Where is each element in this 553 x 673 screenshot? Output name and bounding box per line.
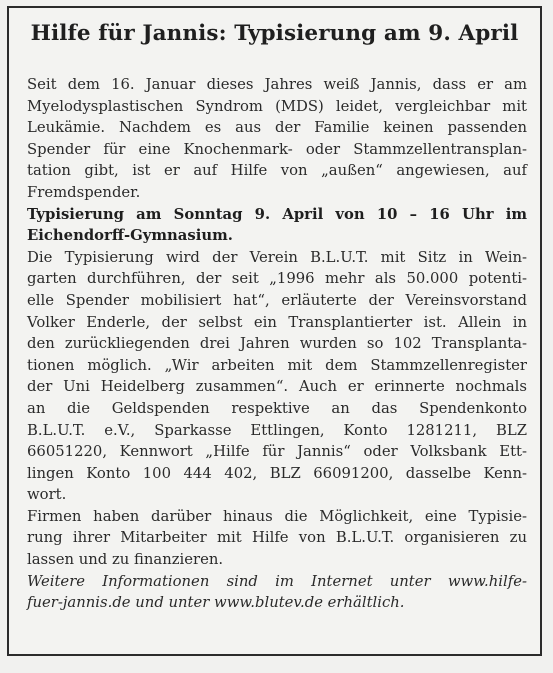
heading-line: Eichendorff-Gymnasium.	[27, 227, 233, 245]
text-line: 66051220, Kennwort „Hilfe für Jannis“ oder Volksbank Ett-	[27, 443, 527, 461]
text-line: elle Spender mobilisiert hat“, erläuterte der Vereinsvorstand	[27, 291, 527, 309]
article-box	[7, 6, 542, 656]
text-line: Weitere Informationen sind im Internet unter www.hilfe-	[27, 572, 527, 590]
text-line: rung ihrer Mitarbeiter mit Hilfe von B.L.U.T. organisieren zu	[27, 529, 527, 547]
text-line: der Uni Heidelberg zusammen“. Auch er erinnerte nochmals	[27, 378, 527, 396]
text-line: Spender für eine Knochenmark- oder Stammzellentransplan-	[27, 140, 527, 158]
text-line: Firmen haben darüber hinaus die Möglichkeit, eine Typisie-	[27, 507, 527, 525]
text-line: Volker Enderle, der selbst ein Transplantierter ist. Allein in	[27, 313, 527, 331]
text-line: den zurückliegenden drei Jahren wurden so 102 Transplanta-	[27, 335, 527, 353]
paragraph-firmen	[27, 506, 527, 571]
text-line: tionen möglich. „Wir arbeiten mit dem Stammzellenregister	[27, 356, 527, 374]
text-line: tation gibt, ist er auf Hilfe von „außen“ angewiesen, auf	[27, 162, 527, 180]
text-line: Die Typisierung wird der Verein B.L.U.T. mit Sitz in Wein-	[27, 248, 527, 266]
paragraph-intro	[27, 74, 527, 204]
text-line: garten durchführen, der seit „1996 mehr als 50.000 potenti-	[27, 270, 527, 288]
paragraph-typisierung	[27, 247, 527, 506]
text-line: an die Geldspenden respektive an das Spendenkonto	[27, 399, 527, 417]
text-line: wort.	[27, 486, 67, 504]
text-line: Fremdspender.	[27, 183, 141, 201]
article-body	[27, 74, 527, 614]
heading-line: Typisierung am Sonntag 9. April von 10 – 16 Uhr im	[27, 205, 527, 223]
text-line: lingen Konto 100 444 402, BLZ 66091200, dasselbe Kenn-	[27, 464, 527, 482]
text-line: lassen und zu finanzieren.	[27, 551, 224, 569]
text-line: Leukämie. Nachdem es aus der Familie keinen passenden	[27, 119, 527, 137]
text-line: Myelodysplastischen Syndrom (MDS) leidet, vergleichbar mit	[27, 97, 527, 115]
section-heading	[27, 204, 527, 247]
text-line: Seit dem 16. Januar dieses Jahres weiß Jannis, dass er am	[27, 76, 527, 93]
text-line: fuer-jannis.de und unter www.blutev.de erhältlich.	[27, 594, 405, 612]
paragraph-info	[27, 571, 527, 614]
article-title: Hilfe für Jannis: Typisierung am 9. April	[30, 21, 519, 46]
text-line: B.L.U.T. e.V., Sparkasse Ettlingen, Konto 1281211, BLZ	[27, 421, 527, 439]
